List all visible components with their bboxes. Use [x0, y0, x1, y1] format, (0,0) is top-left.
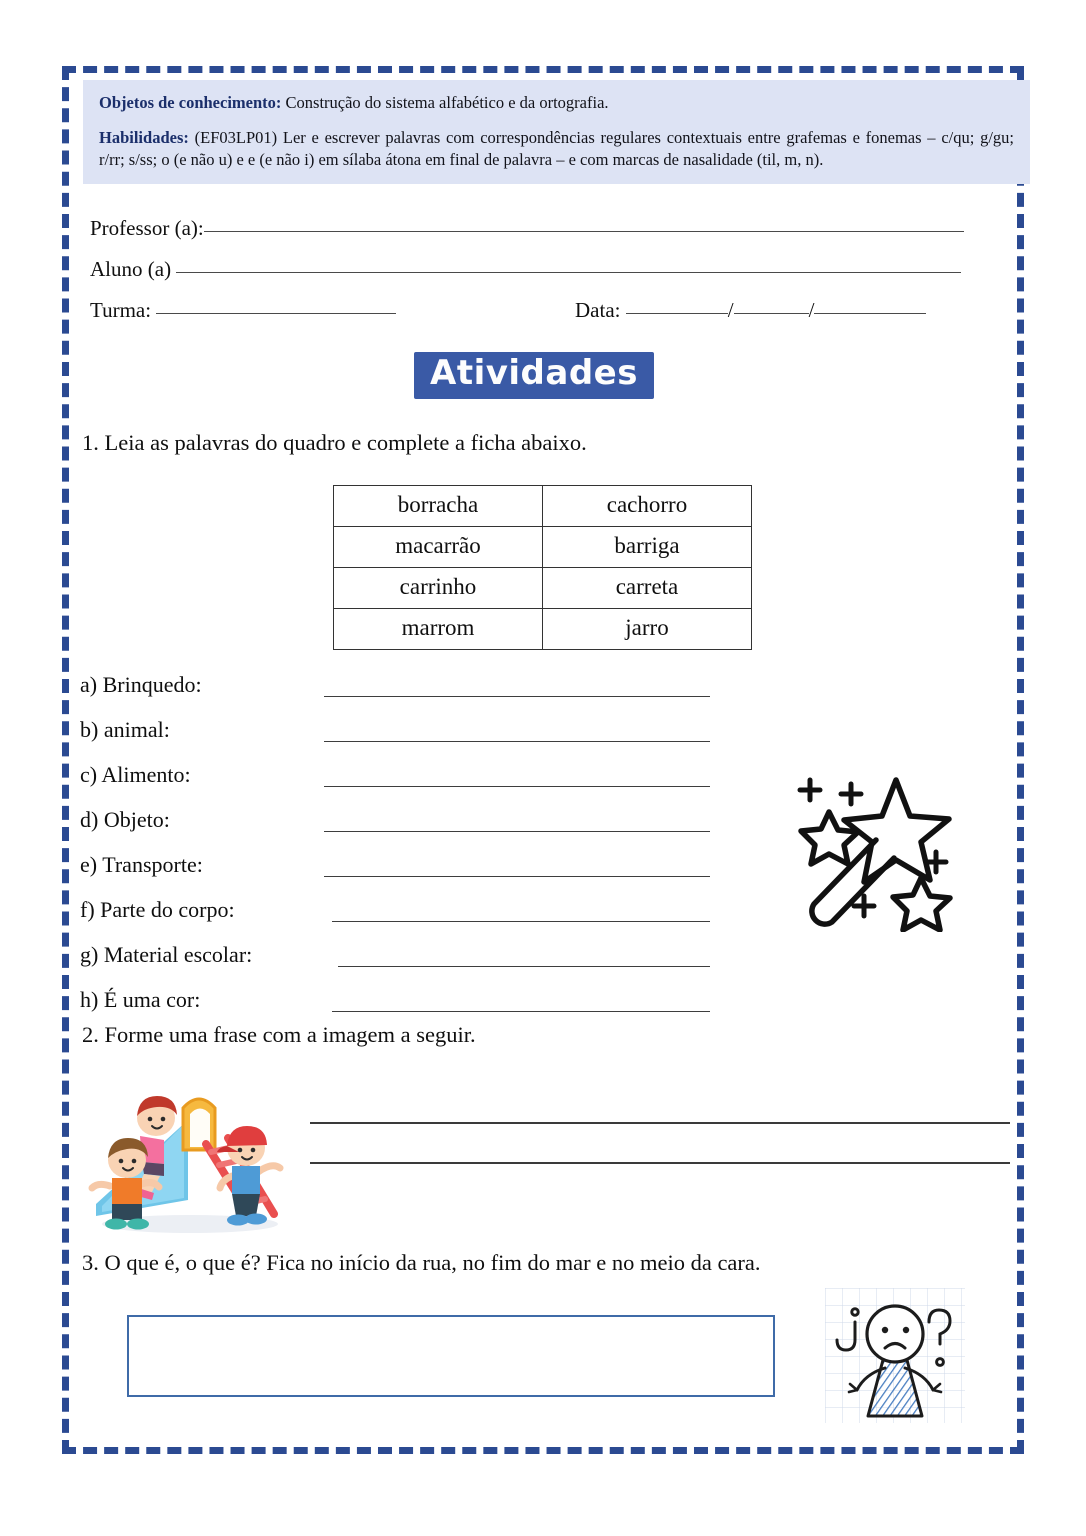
- item-a-answer-line[interactable]: [324, 696, 710, 697]
- word-cell: macarrão: [334, 527, 543, 568]
- objetos-de-conhecimento-line: [99, 92, 1014, 114]
- aluno-field-row: [90, 257, 961, 282]
- table-row: [334, 486, 752, 527]
- habilidades-line: [99, 127, 1014, 171]
- data-label: Data:: [575, 298, 621, 322]
- question-1-text: 1. Leia as palavras do quadro e complete a ficha abaixo.: [82, 430, 587, 455]
- aluno-label: Aluno (a): [90, 257, 172, 281]
- word-cell: jarro: [543, 609, 752, 650]
- item-h-answer-line[interactable]: [332, 1011, 710, 1012]
- item-c-answer-line[interactable]: [324, 786, 710, 787]
- habilidades-label: Habilidades:: [99, 127, 189, 147]
- data-month-line[interactable]: [734, 313, 809, 314]
- professor-field-row: [90, 216, 964, 241]
- professor-label: Professor (a):: [90, 216, 204, 240]
- table-row: [334, 609, 752, 650]
- objetos-label: Objetos de conhecimento:: [99, 93, 282, 112]
- objetos-text: Construção do sistema alfabético e da ortografia.: [281, 93, 609, 112]
- data-field-row: [575, 298, 926, 323]
- item-d-label: d) Objeto:: [80, 807, 170, 832]
- data-separator-1: /: [727, 298, 734, 322]
- turma-label: Turma:: [90, 298, 152, 322]
- item-e-answer-line[interactable]: [324, 876, 710, 877]
- item-f-answer-line[interactable]: [332, 921, 710, 922]
- item-d-answer-line[interactable]: [324, 831, 710, 832]
- item-g-label: g) Material escolar:: [80, 942, 253, 967]
- data-separator-2: /: [808, 298, 815, 322]
- item-b-label: b) animal:: [80, 717, 170, 742]
- question-3-text: 3. O que é, o que é? Fica no início da rua, no fim do mar e no meio da cara.: [82, 1250, 761, 1275]
- question-2-answer-line-2[interactable]: [310, 1162, 1010, 1164]
- item-g-answer-line[interactable]: [338, 966, 710, 967]
- question-2-answer-line-1[interactable]: [310, 1122, 1010, 1124]
- word-cell: carrinho: [334, 568, 543, 609]
- magic-wand-icon: [792, 772, 972, 932]
- question-2-text: 2. Forme uma frase com a imagem a seguir.: [82, 1022, 476, 1047]
- atividades-banner: [414, 352, 654, 399]
- turma-input-line[interactable]: [156, 313, 396, 314]
- table-row: [334, 527, 752, 568]
- item-b-answer-line[interactable]: [324, 741, 710, 742]
- turma-field-row: [90, 298, 396, 323]
- item-e-label: e) Transporte:: [80, 852, 203, 877]
- word-cell: cachorro: [543, 486, 752, 527]
- item-a-label: a) Brinquedo:: [80, 672, 202, 697]
- curriculum-info-box: [83, 80, 1030, 184]
- item-h-label: h) É uma cor:: [80, 987, 201, 1012]
- item-c-label: c) Alimento:: [80, 762, 191, 787]
- data-day-line[interactable]: [626, 313, 728, 314]
- children-on-slide-illustration: [80, 1072, 295, 1242]
- atividades-title: Atividades: [430, 353, 638, 393]
- item-f-label: f) Parte do corpo:: [80, 897, 235, 922]
- word-bank-table: [333, 485, 752, 650]
- word-cell: carreta: [543, 568, 752, 609]
- confused-person-icon: [825, 1288, 965, 1423]
- professor-input-line[interactable]: [204, 231, 964, 232]
- data-year-line[interactable]: [814, 313, 926, 314]
- table-row: [334, 568, 752, 609]
- habilidades-text: (EF03LP01) Ler e escrever palavras com correspondências regulares contextuais entre grafemas e fonemas – c/qu; g/gu; r/rr; s/ss; o (e não u) e e (e não i) em sílaba átona em final de palavra – e com marcas de nasalidade (til, m, n).: [99, 127, 1014, 169]
- word-cell: barriga: [543, 527, 752, 568]
- aluno-input-line[interactable]: [176, 272, 961, 273]
- worksheet-content: [80, 80, 1014, 1440]
- word-cell: borracha: [334, 486, 543, 527]
- question-3-answer-box[interactable]: [127, 1315, 775, 1397]
- word-cell: marrom: [334, 609, 543, 650]
